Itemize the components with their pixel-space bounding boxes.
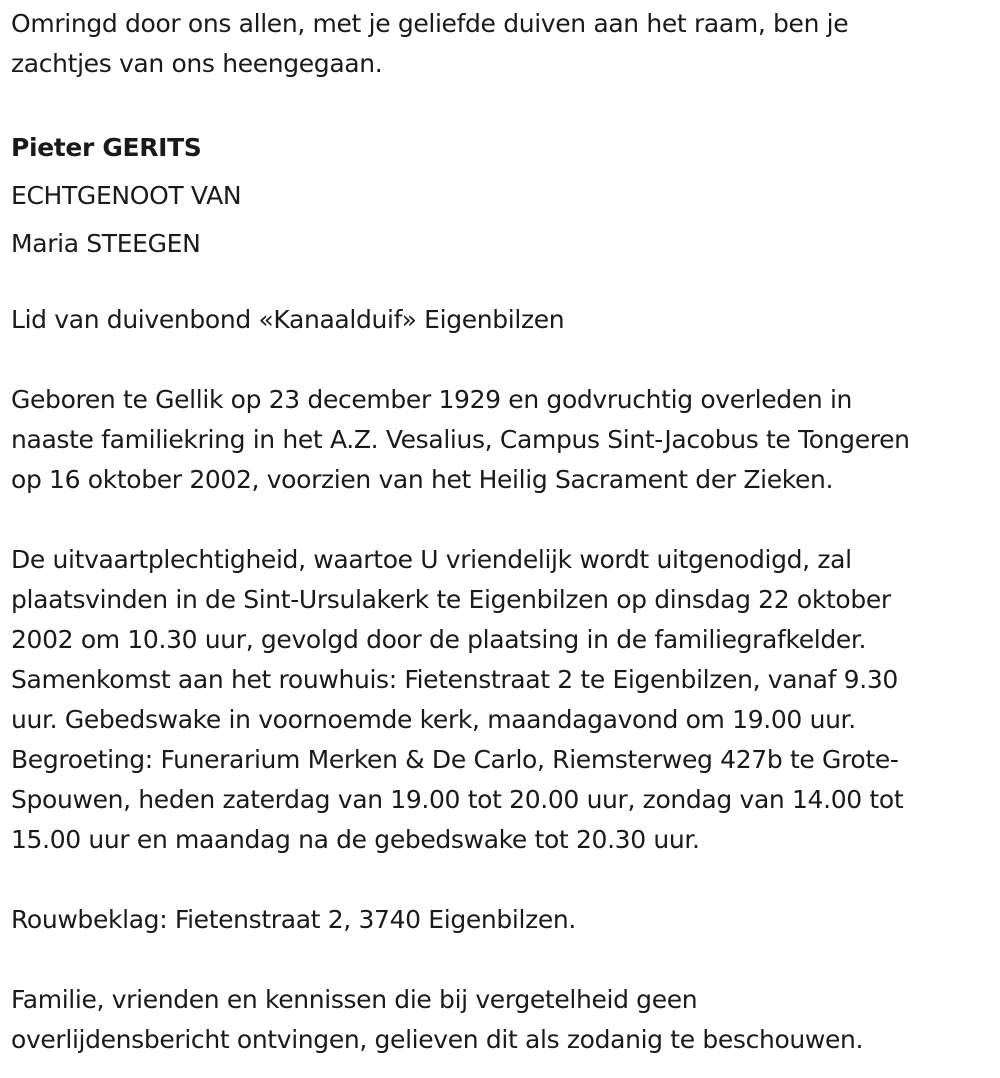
funeral-details: De uitvaartplechtigheid, waartoe U vriendelijk wordt uitgenodigd, zal plaatsvinden in de Sint-Ursulakerk te Eigenbilzen op dinsdag 22 oktober 2002 om 10.30 uur, gevolgd door de plaatsing in de familiegrafkelder. Samenkomst aan het rouwhuis: Fietenstraat 2 te Eigenbilzen, vanaf 9.30 uur. Gebedswake in voornoemde kerk, maandagavond om 19.00 uur. Begroeting: Funerarium Merken & De Carlo, Riemsterweg 427b te Grote- Spouwen, heden zaterdag van 19.00 tot 20.00 uur, zondag van 14.00 tot 15.00 uur en maandag na de gebedswake tot 20.30 uur. [11,545,904,854]
birth-death-text: Geboren te Gellik op 23 december 1929 en godvruchtig overleden in naaste familiekring in het A.Z. Vesalius, Campus Sint-Jacobus te Tongeren op 16 oktober 2002, voorzien van het Heilig Sacrament der Zieken. [11,385,910,494]
deceased-name: Pieter GERITS [11,133,202,162]
intro-text: Omringd door ons allen, met je geliefde duiven aan het raam, ben je zachtjes van ons heengegaan. [11,9,849,78]
deceased-block [11,124,996,268]
obituary-notice [11,4,996,1060]
membership-text: Lid van duivenbond «Kanaalduif» Eigenbilzen [11,305,565,334]
relation-label: ECHTGENOOT VAN [11,181,242,210]
spouse-name: Maria STEEGEN [11,229,201,258]
closing-text: Familie, vrienden en kennissen die bij vergetelheid geen overlijdensbericht ontvingen, gelieven dit als zodanig te beschouwen. [11,985,864,1054]
condolence-address: Rouwbeklag: Fietenstraat 2, 3740 Eigenbilzen. [11,905,576,934]
